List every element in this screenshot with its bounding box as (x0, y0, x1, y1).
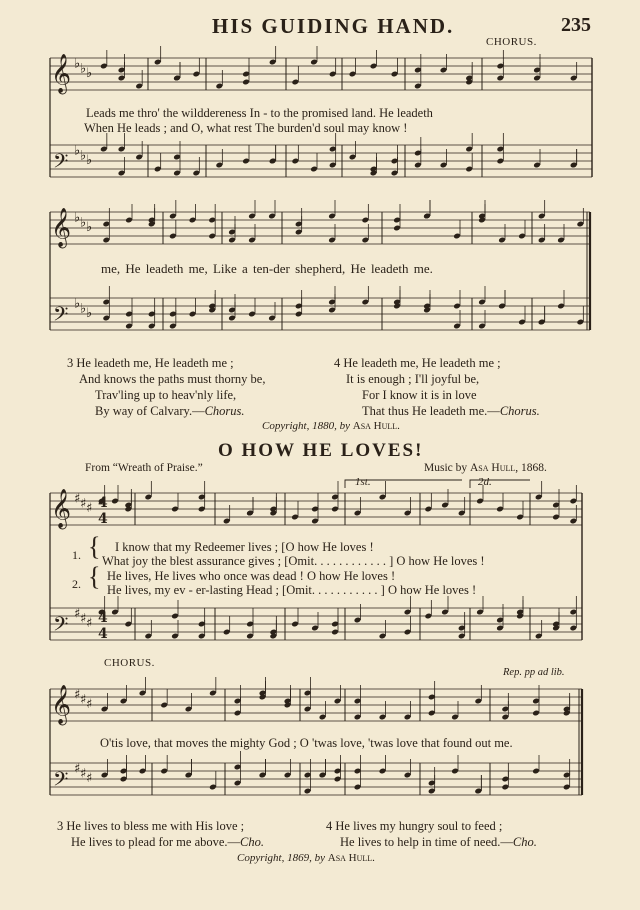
hymn1-verse3 (67, 355, 265, 419)
hymn2-system2-treble-key-signature: ♯ (80, 692, 87, 708)
page-title: HIS GUIDING HAND. (212, 14, 455, 38)
hymn1-system1-treble-key-signature: ♭ (74, 56, 81, 72)
stanza-1-brace: { (88, 532, 101, 561)
verse-line: It is enough ; I'll joyful be, (346, 372, 480, 386)
copyright-text: Copyright, 1869, by (237, 852, 325, 864)
chorus-label: CHORUS. (486, 36, 537, 48)
hymn2-lyric-line1: I know that my Redeemer lives ; [O how He loves ! (115, 540, 374, 554)
verse-number: 3 (67, 356, 74, 370)
composer-year: , 1868. (515, 462, 547, 474)
hymn2-copyright (237, 852, 375, 864)
hymn2-system1-bass-clef: 𝄢 (53, 612, 69, 641)
hymn1-system1-bass-key-signature: ♭ (74, 143, 81, 159)
time-signature-bottom-treble: 4 (98, 511, 108, 527)
verse-number: 4 (326, 819, 333, 833)
verse-number: 4 (334, 356, 341, 370)
repeat-instruction: Rep. pp ad lib. (503, 667, 565, 678)
verse-line: He leadeth me, He leadeth me ; (76, 356, 234, 370)
hymn2-system2-bass-key-signature: ♯ (80, 766, 87, 782)
composer: Asa Hull (470, 462, 516, 474)
hymn1-verse4 (334, 355, 540, 419)
verse-line: He lives to bless me with His love ; (66, 819, 245, 833)
hymn1-system2-treble-key-signature: ♭ (80, 215, 87, 231)
lyrics-row1-line2: When He leads ; and O, what rest The burden'd soul may know ! (84, 121, 408, 135)
music-by: Music by (424, 462, 468, 474)
hymn1-system2-treble-clef: 𝄞 (51, 207, 72, 248)
hymn2-system1-bass-key-signature: ♯ (74, 606, 81, 622)
hymn1-system1-treble-clef: 𝄞 (51, 53, 72, 94)
hymn2-system1-treble-key-signature: ♯ (80, 496, 87, 512)
hymn2-system2-treble-key-signature: ♯ (74, 687, 81, 703)
hymn2-system2-treble-key-signature: ♯ (86, 697, 93, 713)
hymn2-credit (424, 462, 547, 474)
hymn1-system2-treble-key-signature: ♭ (86, 220, 93, 236)
hymn2-system1-bass-key-signature: ♯ (86, 616, 93, 632)
hymn1-system1-bass-key-signature: ♭ (86, 153, 93, 169)
stanza-1-number: 1. (72, 548, 81, 562)
time-signature-bottom-bass: 4 (98, 626, 108, 642)
lyrics-row1-line1: Leads me thro' the wilddereness In - to the promised land. He leadeth (86, 106, 433, 120)
hymn2-system1-treble-key-signature: ♯ (74, 491, 81, 507)
first-ending-label: 1st. (355, 476, 371, 488)
copyright-author: Asa Hull. (327, 852, 375, 864)
hymn1-system1-treble-key-signature: ♭ (80, 61, 87, 77)
hymn2-system2-treble-clef: 𝄞 (51, 684, 72, 725)
stanza-2-number: 2. (72, 577, 81, 591)
hymn2-lyric-line4: He lives, my ev - er-lasting Head ; [Omit. . . . . . . . . . . ] O how He loves ! (107, 583, 477, 597)
verse-line: He leadeth me, He leadeth me ; (343, 356, 501, 370)
hymn2-system1-treble-key-signature: ♯ (86, 501, 93, 517)
hymn2-system2-bass-clef: 𝄢 (53, 767, 69, 796)
hymn2-source: From “Wreath of Praise.” (85, 462, 203, 474)
page-number: 235 (561, 14, 591, 36)
hymn2-lyric-line3: He lives, He lives who once was dead ! O how He loves ! (107, 569, 396, 583)
second-ending-label: 2d. (478, 476, 492, 488)
hymn2-verse4 (326, 818, 537, 850)
hymn1-system1-treble-key-signature: ♭ (86, 66, 93, 82)
hymn1-system2-bass-key-signature: ♭ (86, 306, 93, 322)
hymn2-verse3 (57, 818, 264, 850)
chorus-ref: Chorus. (204, 404, 245, 418)
time-signature-top-bass: 4 (98, 610, 108, 626)
verse-line: And knows the paths must thorny be, (79, 372, 266, 386)
hymn1-system2-bass-clef: 𝄢 (53, 302, 69, 331)
verse-number: 3 (57, 819, 64, 833)
chorus-ref: Cho. (512, 835, 537, 849)
verse-line: He lives to plead for me above.— (71, 835, 241, 849)
copyright-text: Copyright, 1880, by (262, 420, 350, 432)
chorus-ref: Chorus. (499, 404, 540, 418)
hymn2-title: O HOW HE LOVES! (218, 440, 424, 461)
copyright-author: Asa Hull. (352, 420, 400, 432)
verse-line: He lives to help in time of need.— (340, 835, 513, 849)
hymn2-system2-bass-key-signature: ♯ (74, 761, 81, 777)
lyrics-row2: me, He leadeth me, Like a ten-der shepherd, He leadeth me. (101, 261, 433, 276)
hymn2-system1-treble-clef: 𝄞 (51, 488, 72, 529)
hymn1-system2-bass-key-signature: ♭ (80, 301, 87, 317)
hymn1-system1-bass-clef: 𝄢 (53, 149, 69, 178)
verse-line: He lives my hungry soul to feed ; (335, 819, 503, 833)
hymn2-chorus-lyric: O'tis love, that moves the mighty God ; O 'twas love, 'twas love that found out me. (100, 736, 513, 750)
hymn2-system2-bass-key-signature: ♯ (86, 771, 93, 787)
verse-line: Trav'ling up to heav'nly life, (95, 388, 237, 402)
stanza-2-brace: { (88, 562, 101, 591)
hymn1-system2-treble-key-signature: ♭ (74, 210, 81, 226)
verse-line: By way of Calvary.— (95, 404, 205, 418)
verse-line: That thus He leadeth me.— (362, 404, 500, 418)
verse-line: For I know it is in love (362, 388, 477, 402)
time-signature-top-treble: 4 (98, 495, 108, 511)
hymn1-system1-bass-key-signature: ♭ (80, 148, 87, 164)
chorus-ref: Cho. (240, 835, 265, 849)
hymn2-system1-bass-key-signature: ♯ (80, 611, 87, 627)
hymn1-copyright (262, 420, 400, 432)
hymn2-chorus-label: CHORUS. (104, 657, 155, 669)
hymn1-system2-bass-key-signature: ♭ (74, 296, 81, 312)
hymn2-lyric-line2: What joy the blest assurance gives ; [Omit. . . . . . . . . . . . ] O how He loves ! (102, 554, 485, 568)
